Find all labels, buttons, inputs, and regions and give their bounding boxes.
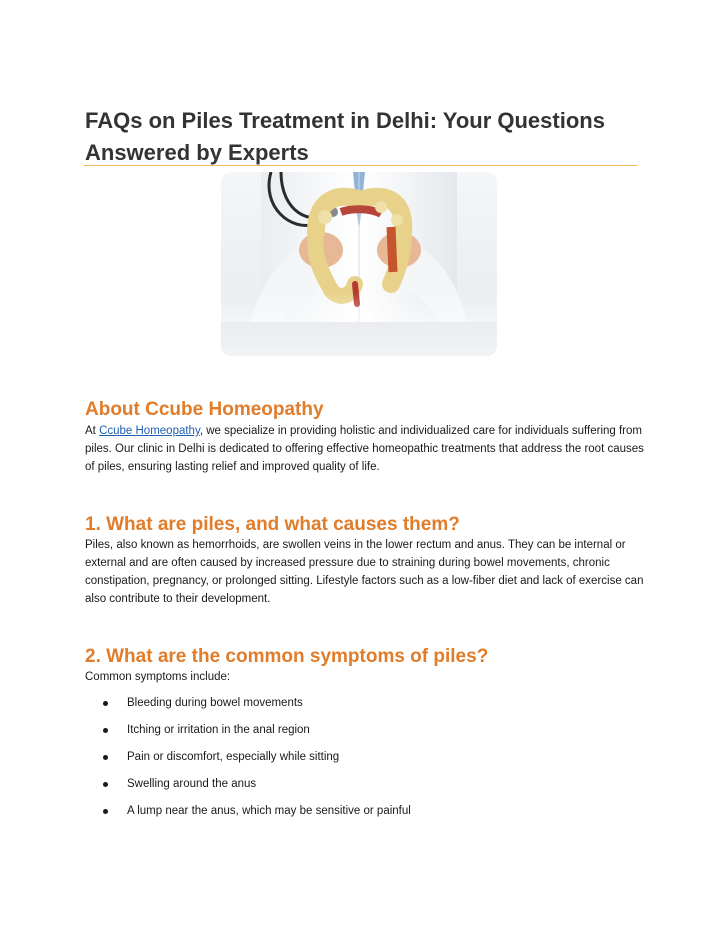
list-item [103,802,411,829]
bullet-icon [103,701,108,706]
about-heading: About Ccube Homeopathy [85,399,324,420]
bullet-icon [103,809,108,814]
bullet-icon [103,782,108,787]
question-1-heading: 1. What are piles, and what causes them? [85,514,460,535]
list-item-text: Pain or discomfort, especially while sitting [127,751,340,763]
list-item [103,748,411,775]
list-item-text: Swelling around the anus [127,778,257,790]
list-item-text: Itching or irritation in the anal region [127,724,310,736]
question-2-heading: 2. What are the common symptoms of piles? [85,646,489,667]
page-title: FAQs on Piles Treatment in Delhi: Your Questions Answered by Experts [85,108,605,165]
list-item-text: A lump near the anus, which may be sensitive or painful [127,805,411,817]
doctor-holding-colon-model-image [221,172,497,356]
list-item [103,775,411,802]
symptoms-list [103,694,411,829]
question-1-answer: Piles, also known as hemorrhoids, are swollen veins in the lower rectum and anus. They can be internal or external and are often caused by increased pressure due to straining during bowel movements, chronic constipation, pregnancy, or prolonged sitting. Lifestyle factors such as a low-fiber diet and lack of exercise can also contribute to their development. [85,539,644,605]
hero-illustration [221,172,497,356]
bullet-icon [103,728,108,733]
about-body: , we specialize in providing holistic and individualized care for individuals suffering from piles. Our clinic in Delhi is dedicated to offering effective homeopathic treatments that address the root causes of piles, ensuring lasting relief and improved quality of life. [85,425,644,473]
list-item [103,694,411,721]
bullet-icon [103,755,108,760]
title-divider [84,165,637,166]
question-2-intro: Common symptoms include: [85,671,231,683]
about-paragraph [85,422,645,476]
about-prefix: At [85,425,100,437]
ccube-homeopathy-link[interactable]: Ccube Homeopathy [99,425,200,437]
list-item [103,721,411,748]
list-item-text: Bleeding during bowel movements [127,697,303,709]
